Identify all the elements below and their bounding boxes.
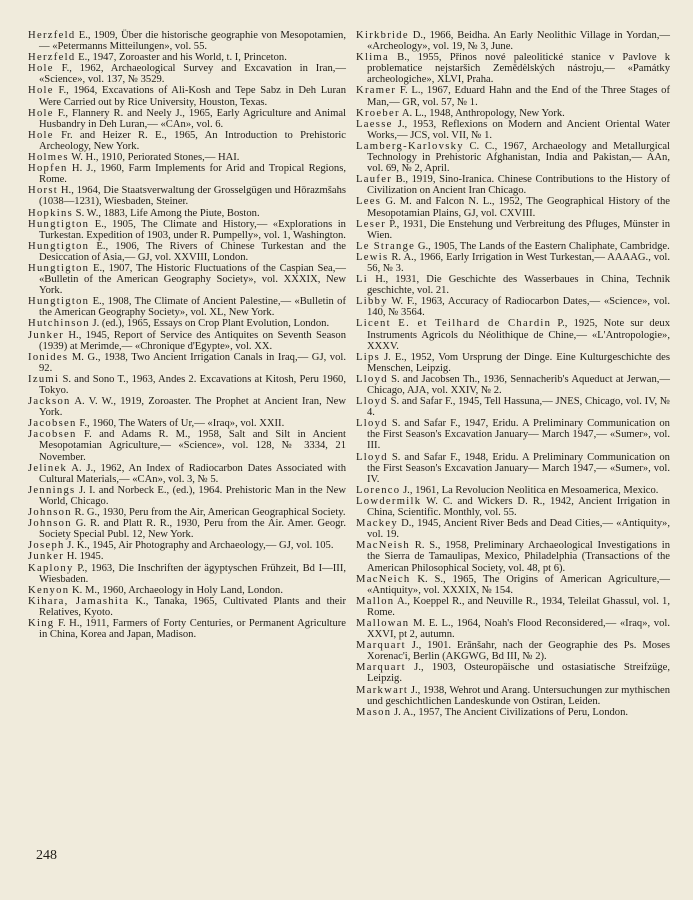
entry-text: K., Tanaka, 1965, Cultivated Plants and their Relatives, Kyoto. <box>39 595 346 618</box>
entry-author: Li <box>356 274 369 286</box>
entry-text: E., 1909, Über die historische geographie von Mesopotamien,— «Petermanns Mitteilungen», vol. 55. <box>39 30 346 53</box>
entry-author: Hungtigton <box>28 296 90 308</box>
bibliography-entry <box>28 429 346 462</box>
bibliography-entry <box>356 241 670 252</box>
entry-author: King <box>28 617 55 629</box>
entry-text: M. G., 1938, Two Ancient Irrigation Canals in Iraq,— GJ, vol. 92. <box>39 351 346 374</box>
entry-author: Junker <box>28 329 65 341</box>
entry-author: Kenyon <box>28 584 70 596</box>
entry-text: W. F., 1963, Accuracy of Radiocarbon Dates,— «Science», vol. 140, № 3564. <box>367 296 670 319</box>
bibliography-entry <box>28 551 346 562</box>
entry-text: D., 1945, Ancient River Beds and Dead Cities,— «Antiquity», vol. 19. <box>367 518 671 541</box>
bibliography-entry <box>356 318 670 351</box>
entry-text: A., Koeppel R., and Neuville R., 1934, Teleilat Ghassul, vol. 1, Rome. <box>367 595 670 618</box>
entry-author: Leser <box>356 218 387 230</box>
entry-text: F., 1960, The Waters of Ur,— «Iraq», vol. XXII. <box>79 418 285 430</box>
entry-author: Hutchinson <box>28 318 90 330</box>
entry-text: K. S., 1965, The Origins of American Agriculture,— «Antiquity», vol. XXXIX, № 154. <box>367 573 670 596</box>
entry-text: S. and Safar F., 1948, Eridu. A Preliminary Communication on the First Season's Excavation January— March 1947,— «Sumer», vol. IV. <box>367 451 670 485</box>
entry-text: H. J., 1960, Farm Implements for Arid and Tropical Regions, Rome. <box>39 163 346 186</box>
entry-text: B., 1919, Sino-Iranica. Chinese Contributions to the History of Civilization on Ancient Iran Chicago. <box>367 174 670 197</box>
entry-text: H., 1931, Die Geschichte des Wasserbaues in China, Technik geschichte, vol. 21. <box>367 274 670 297</box>
bibliography-entry <box>356 618 670 640</box>
bibliography-entry <box>356 352 670 374</box>
bibliography-entry <box>356 30 670 52</box>
entry-text: H. 1945. <box>66 551 104 563</box>
entry-text: F. and Adams R. M., 1958, Salt and Silt in Ancient Mesopotamian Agriculture,— «Science», vol. 128, № 3334, 21 November. <box>39 429 347 463</box>
bibliography-entry <box>28 507 346 518</box>
bibliography-entry <box>356 707 670 718</box>
entry-author: Hole <box>28 63 54 75</box>
entry-author: Le Strange <box>356 240 416 252</box>
entry-author: Markwart <box>356 684 409 696</box>
entry-author: Mackey <box>356 518 398 530</box>
entry-author: Junker <box>28 551 65 563</box>
entry-text: G., 1905, The Lands of the Eastern Chaliphate, Cambridge. <box>417 240 670 252</box>
entry-text: J. (ed.), 1965, Essays on Crop Plant Evolution, London. <box>92 318 330 330</box>
entry-text: D., 1966, Beidha. An Early Neolithic Village in Yordan,— «Archeology», vol. 19, № 3, June. <box>367 30 670 53</box>
entry-author: Herzfeld <box>28 52 76 64</box>
bibliography-entry <box>356 485 670 496</box>
entry-author: Marquart <box>356 640 406 652</box>
bibliography-entry <box>28 518 346 540</box>
entry-author: Lorenco <box>356 484 401 496</box>
entry-text: M. E. L., 1964, Noah's Flood Reconsidered,— «Iraq», vol. XXVI, pt 2, autumn. <box>367 617 670 641</box>
entry-text: C. C., 1967, Archaeology and Metallurgical Technology in Prehistoric Afghanistan, India and Pakistan,— AAn, vol. 69, № 2, April. <box>367 140 671 175</box>
entry-text: W. C. and Wickers D. R., 1942, Ancient Irrigation in China, Scientific. Monthly, vol. 55. <box>367 495 670 519</box>
entry-author: Laesse <box>356 118 393 130</box>
bibliography-entry <box>28 30 346 52</box>
bibliography-entry <box>28 241 346 263</box>
entry-text: A. L., 1948, Anthropology, New York. <box>401 107 565 119</box>
entry-text: B., 1955, Přinos nové paleolitické stanice v Pavlove k problematice nejstaršich Zemědėlských nástroju,— «Památky archeologiche», XLVI, Praha. <box>367 52 671 86</box>
entry-text: K. M., 1960, Archaeology in Holy Land, London. <box>72 584 283 596</box>
entry-author: Lloyd <box>356 396 388 408</box>
bibliography-entry <box>356 540 670 573</box>
entry-text: J., 1938, Wehrot und Arang. Untersuchungen zur mythischen und geschichtlichen Landeskunde von Ostiran, Leiden. <box>367 684 670 707</box>
entry-text: E., 1907, The Historic Fluctuations of the Caspian Sea,— «Bulletin of the American Geography Society», vol. XXXIX, New York. <box>39 262 347 297</box>
entry-author: Lamberg-Karlovsky <box>356 140 464 152</box>
entry-text: R. A., 1966, Early Irrigation in West Turkestan,— AAAAG., vol. 56, № 3. <box>367 251 670 274</box>
entry-text: J. I. and Norbeck E., (ed.), 1964. Prehistoric Man in the New World, Chicago. <box>39 484 346 507</box>
entry-author: Hungtigton <box>28 262 90 274</box>
entry-author: Lloyd <box>356 418 388 430</box>
entry-author: Hungtigton <box>28 218 90 230</box>
bibliography-entry <box>356 252 670 274</box>
bibliography-entry <box>28 263 346 296</box>
entry-author: Laufer <box>356 174 393 186</box>
entry-author: MacNeish <box>356 540 410 552</box>
bibliography-entry <box>28 330 346 352</box>
entry-author: Lewis <box>356 251 389 263</box>
entry-author: Johnson <box>28 507 72 519</box>
entry-author: Mallowan <box>356 617 410 629</box>
bibliography-entry <box>356 374 670 396</box>
entry-author: Kihara, Jamashita <box>28 595 130 607</box>
entry-author: Horst <box>28 185 59 197</box>
bibliography-entry <box>356 274 670 296</box>
entry-text: F. H., 1911, Farmers of Forty Centuries, or Permanent Agriculture in China, Korea and Japan, Madison. <box>39 617 346 641</box>
bibliography-entry <box>28 563 346 585</box>
entry-text: G. M. and Falcon N. L., 1952, The Geographical History of the Mesopotamian Plains, GJ, vol. CXVIII. <box>367 196 670 219</box>
entry-text: H., 1945, Report of Service des Antiquites on Seventh Season (1939) at Merimde,— «Chronique d'Egypte», vol. XX. <box>39 329 346 352</box>
entry-author: Lloyd <box>356 373 388 385</box>
bibliography-entry <box>356 396 670 418</box>
entry-text: P., 1931, Die Enstehung und Verbreitung des Pfluges, Münster in Wien. <box>367 218 670 241</box>
entry-author: Hungtigton <box>28 240 90 252</box>
entry-text: J. E., 1952, Vom Ursprung der Dinge. Eine Kulturgeschichte des Menschen, Leipzig. <box>367 351 670 374</box>
entry-text: F., 1962, Archaeological Survey and Excavation in Iran,— «Science», vol. 137, № 3529. <box>39 63 346 86</box>
entry-author: Jacobsen <box>28 429 77 441</box>
bibliography-entry <box>356 640 670 662</box>
bibliography-entry <box>28 163 346 185</box>
bibliography-entry <box>356 418 670 451</box>
bibliography-entry <box>28 418 346 429</box>
entry-text: R. S., 1958, Preliminary Archaeological Investigations in the Sierra de Tamaulipas, Mexico, Philadelphia (Transactions of the American Philosophical Society, vol. 48, pt 6). <box>367 540 670 574</box>
bibliography-entry <box>28 219 346 241</box>
bibliography-entry <box>28 52 346 63</box>
entry-author: Johnson <box>28 518 72 530</box>
entry-author: Kirkbride <box>356 30 409 41</box>
entry-author: Licent E. et Teilhard de Chardin <box>356 318 552 330</box>
bibliography-entry <box>28 596 346 618</box>
bibliography-entry <box>356 574 670 596</box>
entry-author: Kroeber <box>356 107 400 119</box>
entry-author: Izumi <box>28 373 60 385</box>
entry-text: W. H., 1910, Periorated Stones,— HAI. <box>71 152 240 164</box>
bibliography-entry <box>28 130 346 152</box>
entry-author: Jelinek <box>28 462 68 474</box>
bibliography-entry <box>28 208 346 219</box>
bibliography-entry <box>28 63 346 85</box>
entry-author: Joseph <box>28 540 65 552</box>
entry-author: MacNeich <box>356 573 411 585</box>
entry-text: P., 1925, Note sur deux Instruments Agricols du Néolithique de Chine,— «L'Antropologie», XXXV. <box>367 318 671 352</box>
entry-text: J., 1953, Reflexions on Modern and Ancient Oriental Water Works,— JCS, vol. VII, № 1. <box>367 118 671 141</box>
bibliography-entry <box>28 296 346 318</box>
bibliography-entry <box>28 352 346 374</box>
entry-author: Lips <box>356 351 381 363</box>
entry-text: J., 1903, Osteuropäische und ostasiatische Streifzüge, Leipzig. <box>367 662 671 685</box>
entry-author: Jackson <box>28 396 71 408</box>
entry-text: S. and Safar F., 1945, Tell Hassuna,— JNES, Chicago, vol. IV, № 4. <box>367 396 671 419</box>
entry-text: F., Flannery R. and Neely J., 1965, Early Agriculture and Animal Husbandry in Deh Luran,— «CAn», vol. 6. <box>39 107 346 130</box>
entry-text: J. K., 1945, Air Photography and Archaeology,— GJ, vol. 105. <box>67 540 334 552</box>
bibliography-entry <box>356 685 670 707</box>
entry-text: H., 1964, Die Staatsverwaltung der Grosselgügen und Hōrazmšahs (1038—1231), Wiesbaden, Steiner. <box>39 185 346 208</box>
bibliography-entry <box>28 85 346 107</box>
bibliography-entry <box>356 518 670 540</box>
entry-author: Hole <box>28 85 54 97</box>
bibliography-entry <box>356 452 670 485</box>
bibliography-entry <box>356 174 670 196</box>
entry-text: J., 1961, La Revolucion Neolitica en Mesoamerica, Mexico. <box>403 484 659 496</box>
entry-text: S. and Sono T., 1963, Andes 2. Excavations at Kitosh, Peru 1960, Tokyo. <box>39 373 346 396</box>
entry-author: Mallon <box>356 595 395 607</box>
entry-text: S. and Safar F., 1947, Eridu. A Preliminary Communication on the First Season's Excavation January— March 1947,— «Sumer», vol. III. <box>367 418 670 452</box>
bibliography-entry <box>356 119 670 141</box>
bibliography-entry <box>28 185 346 207</box>
page-number: 248 <box>36 848 57 863</box>
entry-text: F., 1964, Excavations of Ali-Kosh and Tepe Sabz in Deh Luran Were Carried out by Rice University, Houston, Texas. <box>39 85 347 108</box>
entry-text: E., 1906, The Rivers of Chinese Turkestan and the Desiccation of Asia,— GJ, vol. XXVIII, London. <box>39 240 346 263</box>
bibliography-entry <box>356 85 670 107</box>
entry-text: R. G., 1930, Peru from the Air, American Geographical Society. <box>74 507 346 519</box>
entry-author: Holmes <box>28 152 69 164</box>
entry-text: G. R. and Platt R. R., 1930, Peru from the Air. Amer. Geogr. Society Special Publ. 12, New York. <box>39 518 346 541</box>
bibliography-entry <box>28 485 346 507</box>
entry-text: A. V. W., 1919, Zoroaster. The Prophet at Ancient Iran, New York. <box>39 396 346 419</box>
entry-text: Fr. and Heizer R. E., 1965, An Introduction to Prehistoric Archeology, New York. <box>39 129 347 152</box>
entry-author: Hopfen <box>28 163 68 175</box>
entry-author: Jennings <box>28 484 76 496</box>
bibliography-entry <box>356 219 670 241</box>
entry-author: Ionides <box>28 351 69 363</box>
entry-author: Hopkins <box>28 207 74 219</box>
bibliography-entry <box>28 152 346 163</box>
entry-author: Kramer <box>356 85 397 97</box>
entry-text: F. L., 1967, Eduard Hahn and the End of the Three Stages of Man,— GR, vol. 57, № 1. <box>367 85 670 108</box>
bibliography-entry <box>356 108 670 119</box>
entry-text: S. W., 1883, Life Among the Piute, Boston. <box>75 207 260 219</box>
entry-text: P., 1963, Die Inschriften der ägyptyschen Frühzeit, Bd I—III, Wiesbaden. <box>39 562 346 585</box>
entry-author: Mason <box>356 706 392 718</box>
entry-author: Marquart <box>356 662 406 674</box>
bibliography-entry <box>356 141 670 174</box>
bibliography-entry <box>28 463 346 485</box>
right-column <box>356 30 670 718</box>
bibliography-entry <box>28 108 346 130</box>
entry-text: J., 1901. Erānšahr, nach der Geographie des Ps. Moses Xorenac'i, Berlin (AKGWG, Bd III, № 2). <box>367 640 670 663</box>
bibliography-entry <box>28 318 346 329</box>
entry-author: Kaplony <box>28 562 74 574</box>
entry-text: E., 1947, Zoroaster and his World, t. I, Princeton. <box>78 52 287 64</box>
entry-text: A. J., 1962, An Index of Radiocarbon Dates Associated with Cultural Materials,— «CAn», vol. 3, № 5. <box>39 462 346 485</box>
entry-author: Lloyd <box>356 451 388 463</box>
entry-author: Hole <box>28 129 54 141</box>
bibliography-entry <box>356 596 670 618</box>
bibliography-entry <box>28 618 346 640</box>
bibliography-entry <box>28 374 346 396</box>
bibliography-entry <box>356 196 670 218</box>
entry-author: Klima <box>356 52 389 64</box>
entry-text: E., 1908, The Climate of Ancient Palestine,— «Bulletin of the American Geography Society», vol. XL, New York. <box>39 296 346 319</box>
bibliography-entry <box>356 296 670 318</box>
entry-text: J. A., 1957, The Ancient Civilizations of Peru, London. <box>394 706 629 718</box>
bibliography-entry <box>28 540 346 551</box>
bibliography-entry <box>28 396 346 418</box>
bibliography-entry <box>356 52 670 85</box>
entry-author: Jacobsen <box>28 418 77 430</box>
entry-author: Lees <box>356 196 382 208</box>
entry-author: Libby <box>356 296 388 308</box>
entry-author: Lowdermilk <box>356 495 422 507</box>
left-column <box>28 30 346 640</box>
entry-author: Hole <box>28 107 54 119</box>
bibliography-entry <box>356 662 670 684</box>
bibliography-entry <box>28 585 346 596</box>
entry-text: E., 1905, The Climate and History,— «Explorations in Turkestan. Expedition of 1903, under R. Pumpelly», vol. 1, Washington. <box>39 218 346 241</box>
bibliography-entry <box>356 496 670 518</box>
entry-author: Herzfeld <box>28 30 76 41</box>
entry-text: S. and Jacobsen Th., 1936, Sennacherib's Aqueduct at Jerwan,— Chicago, AJA, vol. XXIV, № 2. <box>367 373 670 396</box>
